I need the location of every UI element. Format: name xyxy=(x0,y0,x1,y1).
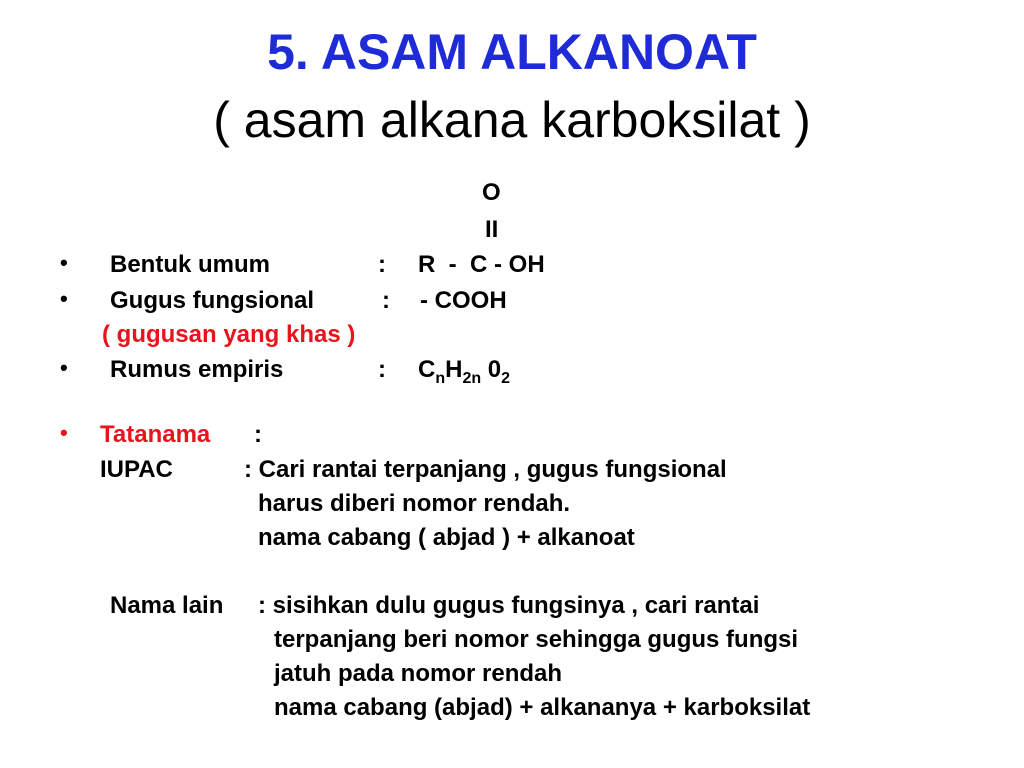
nama-lain-label: Nama lain xyxy=(110,592,224,619)
formula-o: 0 xyxy=(481,356,502,383)
iupac-label: IUPAC xyxy=(100,456,173,483)
rumus-empiris-colon: : xyxy=(378,356,386,383)
iupac-line-3: nama cabang ( abjad ) + alkanoat xyxy=(258,524,635,551)
bentuk-umum-formula: R - C - OH xyxy=(418,251,545,278)
tatanama-colon: : xyxy=(254,421,262,448)
formula-h-sub: 2n xyxy=(462,370,482,387)
rumus-empiris-label: Rumus empiris xyxy=(110,356,284,383)
slide-subtitle: ( asam alkana karboksilat ) xyxy=(213,92,811,148)
bullet-rumus-empiris: • xyxy=(60,355,68,380)
nama-lain-line-3: jatuh pada nomor rendah xyxy=(274,660,563,687)
bullet-tatanama: • xyxy=(60,420,68,445)
formula-o-sub: 2 xyxy=(501,370,511,387)
carbonyl-oxygen: O xyxy=(482,179,501,206)
bentuk-umum-label: Bentuk umum xyxy=(110,251,271,278)
bullet-bentuk-umum: • xyxy=(60,250,68,275)
gugus-fungsional-colon: : xyxy=(382,287,390,314)
bullet-gugus-fungsional: • xyxy=(60,286,68,311)
rumus-empiris-formula xyxy=(418,355,510,385)
iupac-line-2: harus diberi nomor rendah. xyxy=(258,490,571,517)
formula-h: H xyxy=(445,356,463,383)
formula-c-sub: n xyxy=(435,370,446,387)
nama-lain-line-2: terpanjang beri nomor sehingga gugus fungsi xyxy=(274,626,799,653)
tatanama-label: Tatanama xyxy=(100,421,211,448)
bentuk-umum-colon: : xyxy=(378,251,386,278)
nama-lain-line-4: nama cabang (abjad) + alkananya + karboksilat xyxy=(274,694,811,721)
carbonyl-double-bond: II xyxy=(485,216,499,243)
slide-title: 5. ASAM ALKANOAT xyxy=(267,24,757,80)
gugus-fungsional-note: ( gugusan yang khas ) xyxy=(102,321,356,348)
nama-lain-line-1: : sisihkan dulu gugus fungsinya , cari rantai xyxy=(258,592,760,619)
iupac-line-1: : Cari rantai terpanjang , gugus fungsional xyxy=(244,456,727,483)
formula-c: C xyxy=(418,356,436,383)
gugus-fungsional-value: - COOH xyxy=(420,287,507,314)
gugus-fungsional-label: Gugus fungsional xyxy=(110,287,314,314)
